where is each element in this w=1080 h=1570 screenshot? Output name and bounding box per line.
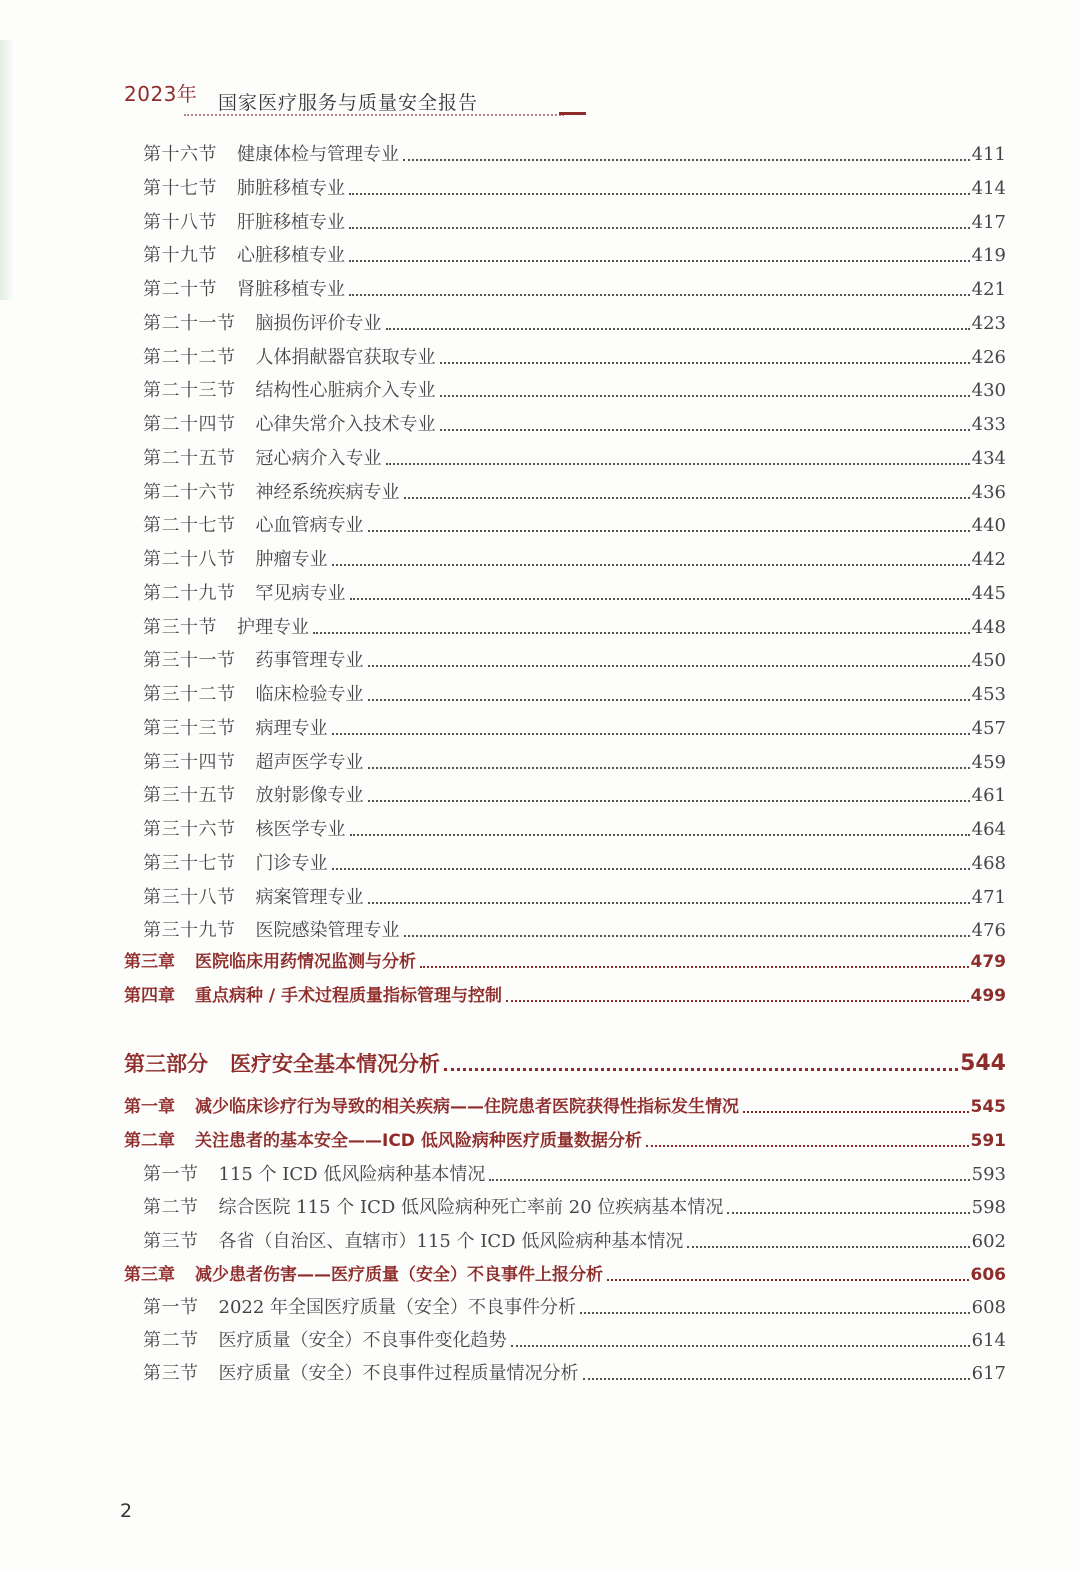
toc-entry-number: 第三十二节: [143, 684, 236, 705]
toc-section-entry[interactable]: [143, 885, 1006, 911]
toc-entry-title: 神经系统疾病专业: [255, 481, 400, 503]
toc-dot-leader: [368, 902, 970, 904]
toc-dot-leader: [368, 699, 970, 701]
toc-entry-title: 减少患者伤害——医疗质量（安全）不良事件上报分析: [195, 1265, 603, 1285]
toc-dot-leader: [368, 530, 970, 532]
toc-dot-leader: [368, 767, 970, 769]
toc-dot-leader: [368, 800, 970, 802]
toc-entry-page: 459: [971, 751, 1006, 773]
toc-entry-number: 第三十八节: [143, 886, 236, 908]
toc-entry-page: 442: [971, 549, 1006, 570]
toc-section-entry[interactable]: [143, 648, 1006, 674]
toc-entry-number: 第十七节: [143, 177, 217, 199]
toc-entry-title: 肝脏移植专业: [237, 211, 345, 233]
toc-section-entry[interactable]: [143, 918, 1006, 944]
toc-dot-leader: [743, 1111, 969, 1113]
toc-dot-leader: [386, 463, 970, 465]
toc-entry-page: 414: [971, 177, 1006, 199]
toc-entry-number: 第三十六节: [143, 819, 236, 840]
toc-entry-page: 461: [971, 785, 1006, 807]
toc-entry-page: 544: [960, 1051, 1006, 1076]
toc-entry-number: 第二十五节: [143, 447, 236, 469]
toc-section-entry[interactable]: [143, 412, 1006, 438]
toc-entry-title: 115 个 ICD 低风险病种基本情况: [218, 1164, 486, 1185]
toc-section-entry[interactable]: [143, 1229, 1006, 1255]
toc-entry-page: 430: [971, 380, 1006, 402]
toc-section-entry[interactable]: [143, 1328, 1006, 1354]
toc-entry-page: 440: [971, 515, 1006, 537]
toc-dot-leader: [583, 1378, 970, 1380]
toc-entry-number: 第一章: [124, 1097, 175, 1117]
toc-dot-leader: [350, 834, 970, 836]
toc-entry-number: 第三节: [143, 1363, 199, 1384]
toc-entry-page: 434: [971, 447, 1006, 469]
toc-entry-page: 457: [971, 717, 1006, 739]
toc-entry-page: 499: [970, 986, 1006, 1006]
toc-section-entry[interactable]: [143, 210, 1006, 236]
toc-entry-page: 436: [971, 481, 1006, 503]
toc-dot-leader: [313, 632, 970, 634]
toc-entry-number: 第二节: [143, 1197, 199, 1218]
toc-entry-page: 602: [971, 1231, 1006, 1252]
header-title: 国家医疗服务与质量安全报告: [218, 92, 479, 114]
toc-dot-leader: [687, 1246, 969, 1248]
toc-entry-title: 健康体检与管理专业: [237, 144, 399, 165]
toc-entry-title: 肾脏移植专业: [237, 279, 345, 300]
toc-dot-leader: [607, 1279, 969, 1281]
page-number: 2: [120, 1500, 133, 1522]
toc-entry-title: 药事管理专业: [255, 650, 364, 672]
toc-entry-title: 放射影像专业: [255, 785, 364, 807]
toc-entry-title: 结构性心脏病介入专业: [255, 380, 436, 402]
toc-entry-number: 第一节: [143, 1297, 199, 1318]
toc-entry-title: 肿瘤专业: [255, 549, 328, 570]
toc-entry-title: 临床检验专业: [255, 684, 364, 705]
toc-entry-number: 第二十八节: [143, 549, 236, 570]
toc-entry-number: 第二十六节: [143, 481, 236, 503]
toc-section-entry[interactable]: [143, 581, 1006, 607]
toc-dot-leader: [727, 1212, 969, 1214]
toc-section-entry[interactable]: [143, 783, 1006, 809]
toc-entry-page: 617: [971, 1363, 1006, 1384]
toc-entry-title: 超声医学专业: [255, 751, 364, 773]
toc-chapter-entry[interactable]: [124, 1094, 1006, 1120]
toc-section-entry[interactable]: [143, 176, 1006, 202]
toc-entry-title: 冠心病介入专业: [255, 447, 382, 469]
toc-chapter-entry[interactable]: [124, 1128, 1006, 1154]
toc-entry-page: 593: [971, 1164, 1006, 1185]
toc-entry-page: 606: [970, 1265, 1006, 1285]
toc-entry-number: 第二节: [143, 1330, 199, 1351]
toc-entry-title: 减少临床诊疗行为导致的相关疾病——住院患者医院获得性指标发生情况: [195, 1097, 739, 1117]
toc-dot-leader: [368, 665, 970, 667]
toc-dot-leader: [332, 564, 970, 566]
toc-entry-title: 医疗安全基本情况分析: [230, 1052, 440, 1076]
toc-entry-page: 445: [971, 582, 1006, 604]
toc-section-entry[interactable]: [143, 817, 1006, 843]
toc-entry-page: 426: [971, 346, 1006, 368]
toc-chapter-entry[interactable]: [124, 949, 1006, 975]
toc-chapter-entry[interactable]: [124, 1262, 1006, 1288]
toc-chapter-entry[interactable]: [124, 983, 1006, 1009]
toc-entry-number: 第二十节: [143, 279, 217, 300]
toc-entry-page: 419: [971, 245, 1006, 267]
toc-entry-number: 第四章: [124, 986, 175, 1006]
toc-part-entry[interactable]: [124, 1048, 1006, 1080]
toc-entry-page: 471: [971, 886, 1006, 908]
toc-entry-title: 罕见病专业: [255, 582, 346, 604]
toc-dot-leader: [440, 429, 970, 431]
toc-entry-page: 468: [971, 852, 1006, 874]
toc-section-entry[interactable]: [143, 615, 1006, 641]
toc-entry-title: 病案管理专业: [255, 886, 364, 908]
toc-section-entry[interactable]: [143, 480, 1006, 506]
toc-dot-leader: [440, 395, 970, 397]
toc-section-entry[interactable]: [143, 513, 1006, 539]
toc-section-entry[interactable]: [143, 277, 1006, 303]
toc-entry-number: 第三十九节: [143, 920, 236, 942]
toc-entry-number: 第三章: [124, 952, 175, 972]
toc-entry-page: 545: [970, 1097, 1006, 1117]
toc-section-entry[interactable]: [143, 682, 1006, 708]
toc-dot-leader: [580, 1312, 970, 1314]
toc-entry-number: 第一节: [143, 1164, 199, 1185]
toc-entry-page: 453: [971, 684, 1006, 705]
toc-entry-number: 第三章: [124, 1265, 175, 1285]
header-year: 2023年: [124, 82, 198, 106]
toc-entry-title: 各省（自治区、直辖市）115 个 ICD 低风险病种基本情况: [218, 1231, 684, 1252]
toc-dot-leader: [511, 1345, 970, 1347]
toc-entry-title: 关注患者的基本安全——ICD 低风险病种医疗质量数据分析: [195, 1131, 642, 1151]
toc-entry-number: 第二十三节: [143, 380, 236, 402]
toc-section-entry[interactable]: [143, 1361, 1006, 1387]
toc-entry-number: 第三节: [143, 1231, 199, 1252]
toc-entry-title: 核医学专业: [255, 819, 346, 840]
toc-section-entry[interactable]: [143, 142, 1006, 168]
toc-dot-leader: [332, 733, 970, 735]
toc-entry-page: 476: [971, 920, 1006, 942]
toc-dot-leader: [350, 598, 970, 600]
toc-entry-title: 人体捐献器官获取专业: [255, 346, 436, 368]
running-header: [124, 76, 594, 120]
toc-entry-number: 第二十九节: [143, 582, 236, 604]
toc-entry-title: 2022 年全国医疗质量（安全）不良事件分析: [218, 1297, 577, 1318]
toc-section-entry[interactable]: [143, 1162, 1006, 1188]
toc-entry-number: 第二十一节: [143, 312, 236, 334]
toc-dot-leader: [444, 1068, 958, 1071]
toc-entry-page: 450: [971, 650, 1006, 672]
toc-entry-number: 第三部分: [124, 1052, 208, 1076]
toc-entry-title: 医疗质量（安全）不良事件变化趋势: [218, 1330, 507, 1351]
toc-section-entry[interactable]: [143, 311, 1006, 337]
toc-entry-title: 肺脏移植专业: [237, 177, 345, 199]
toc-dot-leader: [332, 868, 970, 870]
toc-dot-leader: [404, 935, 970, 937]
toc-entry-title: 医院临床用药情况监测与分析: [195, 952, 416, 972]
toc-entry-number: 第三十七节: [143, 852, 236, 874]
toc-entry-number: 第二十七节: [143, 515, 236, 537]
header-dotted-rule: [184, 114, 564, 116]
toc-entry-number: 第十六节: [143, 144, 217, 165]
toc-section-entry[interactable]: [143, 378, 1006, 404]
toc-section-entry[interactable]: [143, 1295, 1006, 1321]
toc-entry-number: 第三十四节: [143, 751, 236, 773]
toc-dot-leader: [403, 159, 970, 161]
toc-section-entry[interactable]: [143, 446, 1006, 472]
toc-section-entry[interactable]: [143, 716, 1006, 742]
toc-entry-number: 第二十二节: [143, 346, 236, 368]
toc-dot-leader: [386, 328, 970, 330]
header-accent-bar: [559, 112, 586, 115]
toc-dot-leader: [489, 1179, 969, 1181]
toc-entry-title: 脑损伤评价专业: [255, 312, 382, 334]
toc-dot-leader: [349, 260, 970, 262]
toc-entry-page: 448: [971, 616, 1006, 638]
toc-dot-leader: [646, 1145, 969, 1147]
toc-entry-page: 591: [970, 1131, 1006, 1151]
toc-dot-leader: [506, 1000, 968, 1002]
toc-entry-page: 417: [971, 211, 1006, 233]
toc-entry-number: 第三十节: [143, 616, 217, 638]
toc-entry-page: 423: [971, 312, 1006, 334]
toc-section-entry[interactable]: [143, 547, 1006, 573]
toc-entry-title: 门诊专业: [255, 852, 328, 874]
toc-entry-title: 护理专业: [237, 616, 309, 638]
toc-section-entry[interactable]: [143, 1195, 1006, 1221]
toc-section-entry[interactable]: [143, 851, 1006, 877]
toc-entry-number: 第三十三节: [143, 717, 236, 739]
toc-entry-page: 598: [971, 1197, 1006, 1218]
toc-entry-title: 医院感染管理专业: [255, 920, 400, 942]
toc-entry-number: 第二章: [124, 1131, 175, 1151]
toc-dot-leader: [349, 227, 970, 229]
toc-entry-title: 心脏移植专业: [237, 245, 345, 267]
toc-entry-title: 病理专业: [255, 717, 328, 739]
toc-section-entry[interactable]: [143, 345, 1006, 371]
toc-entry-title: 综合医院 115 个 ICD 低风险病种死亡率前 20 位疾病基本情况: [218, 1197, 724, 1218]
toc-entry-title: 心血管病专业: [255, 515, 364, 537]
toc-dot-leader: [420, 966, 969, 968]
toc-section-entry[interactable]: [143, 750, 1006, 776]
toc-entry-number: 第十九节: [143, 245, 217, 267]
toc-dot-leader: [404, 497, 970, 499]
page-edge-shadow: [0, 40, 14, 300]
toc-entry-number: 第三十五节: [143, 785, 236, 807]
toc-dot-leader: [349, 193, 970, 195]
toc-section-entry[interactable]: [143, 243, 1006, 269]
toc-entry-title: 心律失常介入技术专业: [255, 414, 436, 435]
toc-entry-title: 重点病种 / 手术过程质量指标管理与控制: [195, 986, 503, 1006]
toc-entry-page: 421: [971, 279, 1006, 300]
toc-entry-page: 479: [970, 952, 1006, 972]
toc-entry-title: 医疗质量（安全）不良事件过程质量情况分析: [218, 1363, 579, 1384]
toc-entry-page: 614: [971, 1330, 1006, 1351]
toc-entry-number: 第十八节: [143, 211, 217, 233]
toc-entry-page: 433: [971, 414, 1006, 435]
toc-entry-number: 第二十四节: [143, 414, 236, 435]
toc-entry-page: 464: [971, 819, 1006, 840]
toc-dot-leader: [440, 362, 970, 364]
toc-entry-page: 608: [971, 1297, 1006, 1318]
toc-entry-page: 411: [971, 144, 1006, 165]
toc-entry-number: 第三十一节: [143, 650, 236, 672]
toc-dot-leader: [349, 294, 970, 296]
